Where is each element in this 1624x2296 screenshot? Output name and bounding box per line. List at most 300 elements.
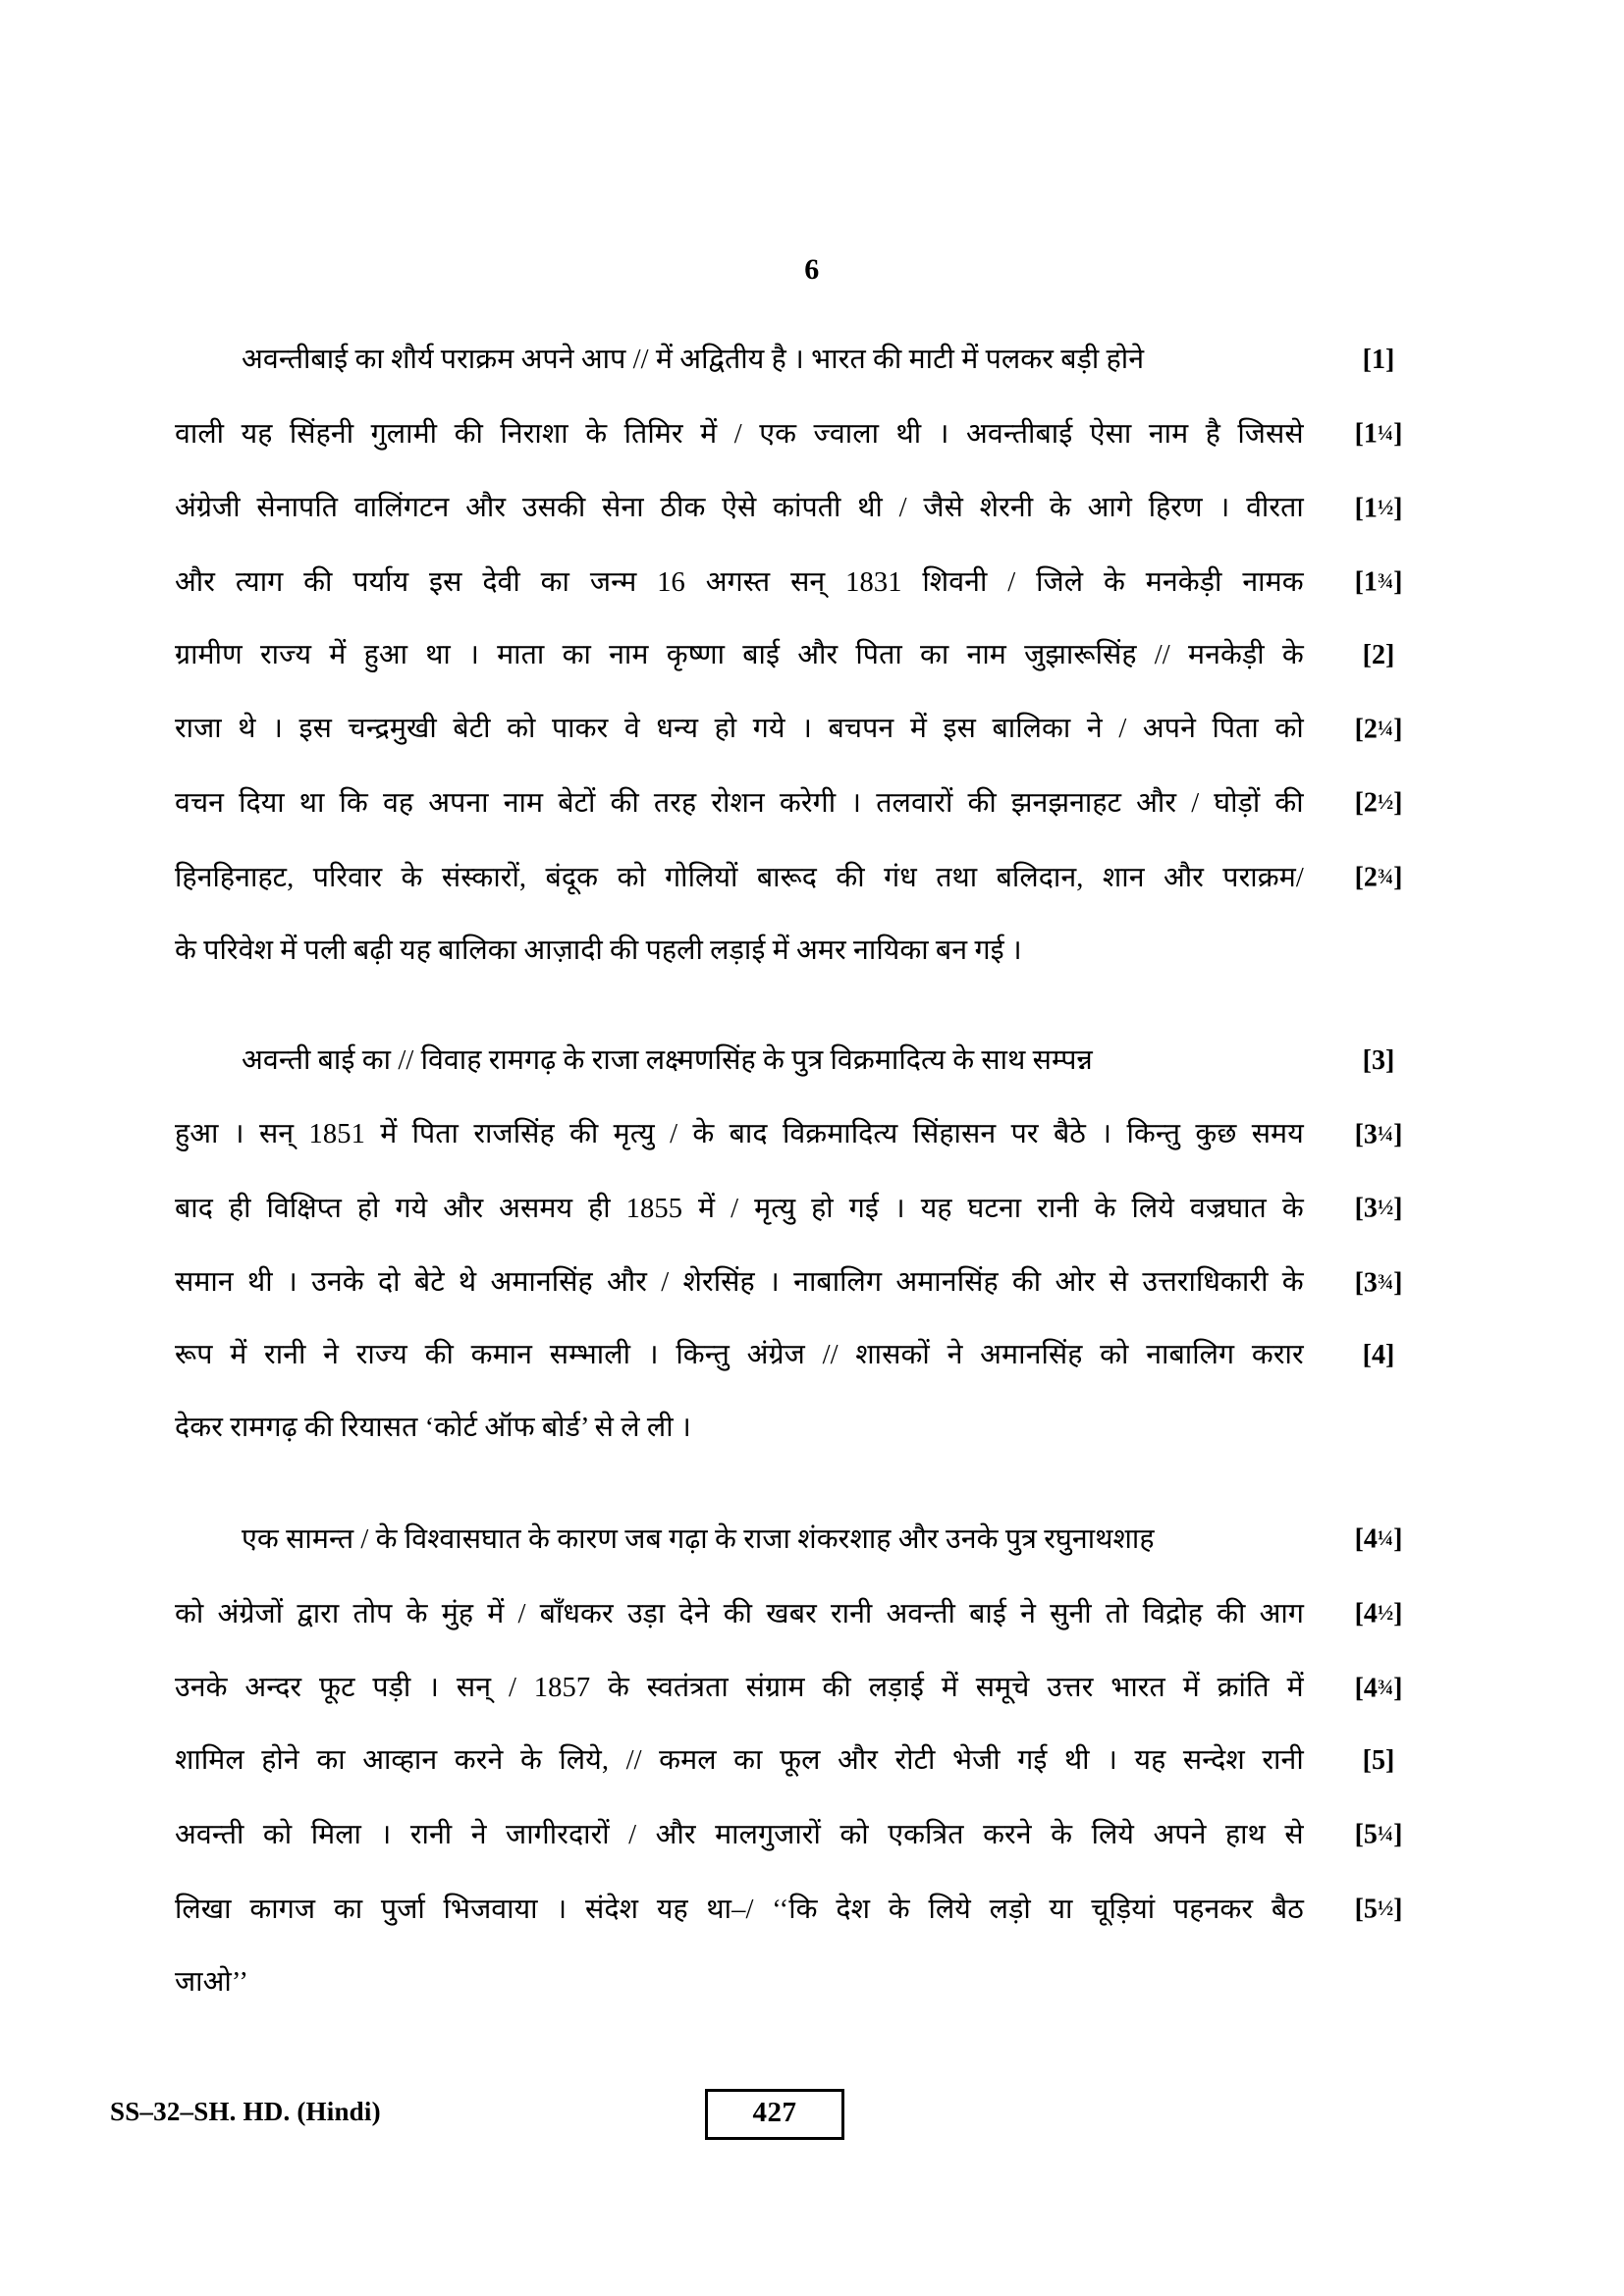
word: अवन्ती bbox=[886, 1598, 955, 1629]
word: तरह bbox=[653, 788, 697, 820]
word: गोलियों bbox=[665, 862, 738, 893]
line-text: जाओ’’ bbox=[175, 1966, 248, 1998]
word: अन्दर bbox=[244, 1673, 302, 1704]
word: उत्तर bbox=[1047, 1673, 1094, 1704]
word: यह bbox=[920, 1193, 952, 1224]
text-line bbox=[175, 692, 1453, 767]
word: बाद bbox=[729, 1119, 768, 1150]
word: से bbox=[1284, 1819, 1304, 1850]
word: । bbox=[468, 639, 479, 670]
word: भेजी bbox=[951, 1745, 1001, 1777]
word: जन्म bbox=[589, 566, 637, 598]
word: एकत्रित bbox=[888, 1819, 964, 1850]
word: के bbox=[1049, 493, 1071, 524]
word: में bbox=[941, 1673, 958, 1704]
word: पिता bbox=[411, 1119, 460, 1150]
word: भारत bbox=[1110, 1673, 1165, 1704]
word: जिससे bbox=[1237, 418, 1304, 450]
word: घोड़ों bbox=[1214, 788, 1261, 820]
word: पुर्जा bbox=[380, 1894, 425, 1925]
word: में bbox=[1286, 1673, 1304, 1704]
word: असमय bbox=[499, 1193, 573, 1224]
dictation-time-marker: [5] bbox=[1362, 1745, 1395, 1777]
text-line bbox=[175, 1797, 1453, 1872]
dictation-time-marker: [2¼] bbox=[1354, 714, 1403, 745]
word: थी bbox=[857, 493, 883, 524]
word: को bbox=[1274, 714, 1304, 745]
word: मुंह bbox=[441, 1598, 474, 1629]
paper-code: SS–32–SH. HD. (Hindi) bbox=[110, 2097, 381, 2126]
word: नाम bbox=[503, 788, 544, 820]
word: फूल bbox=[780, 1745, 821, 1777]
word: और bbox=[1136, 788, 1177, 820]
word: त्याग bbox=[235, 566, 284, 598]
text-line bbox=[175, 1502, 1453, 1576]
word: संदेश bbox=[585, 1894, 639, 1925]
dictation-time-marker: [3¼] bbox=[1354, 1119, 1403, 1150]
word: यह bbox=[1134, 1745, 1166, 1777]
word: । bbox=[938, 418, 949, 450]
word: में bbox=[329, 639, 347, 670]
word: में bbox=[487, 1598, 505, 1629]
word: । bbox=[272, 714, 284, 745]
word: गये bbox=[752, 714, 785, 745]
word: घटना bbox=[967, 1193, 1022, 1224]
text-line bbox=[175, 766, 1453, 840]
line-text bbox=[175, 399, 1304, 471]
word: / bbox=[1007, 566, 1016, 598]
word: रानी bbox=[1037, 1193, 1079, 1224]
passage-body bbox=[175, 324, 1453, 2019]
word: 1831 bbox=[845, 566, 902, 598]
word: देने bbox=[678, 1598, 710, 1629]
word: की bbox=[723, 1598, 753, 1629]
word: वे bbox=[623, 714, 640, 745]
word: तलवारों bbox=[876, 788, 953, 820]
word: उड़ा bbox=[626, 1598, 666, 1629]
word: की bbox=[568, 1119, 599, 1150]
word: की bbox=[303, 566, 333, 598]
word: और bbox=[443, 1193, 484, 1224]
text-line bbox=[175, 1947, 1453, 2019]
word: के bbox=[1281, 1193, 1304, 1224]
word: देश bbox=[836, 1894, 871, 1925]
word: दो bbox=[377, 1267, 401, 1299]
word: को bbox=[507, 714, 536, 745]
word: बाई bbox=[742, 639, 781, 670]
word: पिता bbox=[855, 639, 902, 670]
word: दिया bbox=[239, 788, 285, 820]
word: लड़ाई bbox=[868, 1673, 924, 1704]
word: होने bbox=[261, 1745, 299, 1777]
word: उनके bbox=[311, 1267, 364, 1299]
paragraph bbox=[175, 1025, 1453, 1466]
text-line bbox=[175, 915, 1453, 988]
word: अपने bbox=[1142, 714, 1196, 745]
word: । bbox=[380, 1819, 392, 1850]
word: उसकी bbox=[521, 493, 586, 524]
word: वचन bbox=[175, 788, 225, 820]
word: की bbox=[822, 1673, 851, 1704]
line-text bbox=[175, 1578, 1304, 1651]
word: अपना bbox=[428, 788, 489, 820]
word: और bbox=[465, 493, 507, 524]
marker-fraction: ¼ bbox=[1377, 421, 1394, 445]
word: बालिका bbox=[992, 714, 1071, 745]
word: बाँधकर bbox=[539, 1598, 614, 1629]
word: धन्य bbox=[656, 714, 699, 745]
word: 1857 bbox=[533, 1673, 591, 1704]
page-number: 6 bbox=[804, 253, 820, 286]
line-text bbox=[175, 842, 1304, 915]
word: किन्तु bbox=[676, 1340, 730, 1371]
word: और bbox=[607, 1267, 648, 1299]
paragraph bbox=[175, 324, 1453, 988]
line-text bbox=[175, 619, 1304, 692]
word: कमल bbox=[659, 1745, 717, 1777]
word: की bbox=[1011, 1267, 1042, 1299]
dictation-time-marker: [2¾] bbox=[1354, 862, 1403, 893]
word: खबर bbox=[766, 1598, 817, 1629]
paragraph bbox=[175, 1502, 1453, 2018]
dictation-time-marker: [5½] bbox=[1354, 1894, 1403, 1925]
marker-fraction: ¾ bbox=[1377, 1269, 1394, 1294]
word: गई bbox=[848, 1193, 879, 1224]
marker-fraction: ½ bbox=[1377, 495, 1394, 519]
marker-fraction: ¾ bbox=[1377, 865, 1394, 889]
word: और bbox=[797, 639, 839, 670]
word: ने bbox=[947, 1340, 963, 1371]
word: सिंहनी bbox=[289, 418, 354, 450]
word: जुझारूसिंह bbox=[1024, 639, 1137, 670]
word: कांपती bbox=[773, 493, 841, 524]
word: को bbox=[617, 862, 646, 893]
marker-fraction: ¾ bbox=[1377, 569, 1394, 594]
marker-fraction: ½ bbox=[1377, 1601, 1394, 1626]
word: तोप bbox=[352, 1598, 393, 1629]
line-text bbox=[175, 547, 1304, 619]
word: अवन्तीबाई bbox=[966, 418, 1073, 450]
word: आव्हान bbox=[362, 1745, 438, 1777]
word: इस bbox=[298, 714, 333, 745]
word: की bbox=[836, 862, 865, 893]
word: राज्य bbox=[259, 639, 312, 670]
word: देवी bbox=[482, 566, 520, 598]
word: नाम bbox=[1148, 418, 1189, 450]
word: वालिंगटन bbox=[353, 493, 450, 524]
word: का bbox=[316, 1745, 346, 1777]
line-text bbox=[175, 768, 1304, 840]
word: चन्द्रमुखी bbox=[348, 714, 437, 745]
word: लिखा bbox=[175, 1894, 232, 1925]
word: पाकर bbox=[551, 714, 609, 745]
word: था bbox=[425, 639, 451, 670]
word: नाबालिग bbox=[1146, 1340, 1235, 1371]
word: बाई bbox=[969, 1598, 1006, 1629]
line-text bbox=[175, 1799, 1304, 1872]
word: / bbox=[517, 1598, 526, 1629]
word: / bbox=[898, 493, 907, 524]
word: // bbox=[625, 1745, 642, 1777]
word: लिये bbox=[1131, 1193, 1174, 1224]
word: तिमिर bbox=[623, 418, 683, 450]
line-text: देकर रामगढ़ की रियासत ‘कोर्ट ऑफ बोर्ड’ से ले ली । bbox=[175, 1413, 691, 1444]
word: बेटे bbox=[413, 1267, 445, 1299]
word: में bbox=[700, 418, 718, 450]
page-code-box: 427 bbox=[705, 2089, 844, 2140]
word: तथा bbox=[936, 862, 978, 893]
word: अंग्रेज bbox=[746, 1340, 805, 1371]
word: नामक bbox=[1242, 566, 1304, 598]
text-line bbox=[175, 619, 1453, 692]
word: निराशा bbox=[500, 418, 568, 450]
word: इस bbox=[943, 714, 976, 745]
word: नाम bbox=[609, 639, 649, 670]
word: बचपन bbox=[828, 714, 894, 745]
word: क्रांति bbox=[1217, 1673, 1270, 1704]
word: पर्याय bbox=[352, 566, 409, 598]
word: ऐसे bbox=[722, 493, 757, 524]
word: / bbox=[628, 1819, 637, 1850]
word: / bbox=[508, 1673, 516, 1704]
text-line bbox=[175, 397, 1453, 471]
word: था–/ bbox=[706, 1894, 754, 1925]
word: हो bbox=[811, 1193, 834, 1224]
word: ग्रामीण bbox=[175, 639, 243, 670]
word: की bbox=[1274, 788, 1304, 820]
word: अवन्ती bbox=[175, 1819, 244, 1850]
word: कृष्णा bbox=[666, 639, 726, 670]
word: सेना bbox=[602, 493, 644, 524]
word: ठीक bbox=[660, 493, 706, 524]
page-footer bbox=[0, 2089, 1624, 2158]
word: परिवार bbox=[312, 862, 383, 893]
dictation-time-marker: [1¼] bbox=[1354, 418, 1403, 450]
word: हुआ bbox=[363, 639, 408, 670]
line-text: अवन्तीबाई का शौर्य पराक्रम अपने आप // में अद्वितीय है । भारत की माटी में पलकर बड़ी होने bbox=[242, 345, 1145, 375]
word: मनकेड़ी bbox=[1187, 639, 1265, 670]
word: संग्राम bbox=[745, 1673, 805, 1704]
word: थी bbox=[247, 1267, 273, 1299]
dictation-time-marker: [4¼] bbox=[1354, 1524, 1403, 1556]
word: स्वतंत्रता bbox=[646, 1673, 729, 1704]
word: है bbox=[1205, 418, 1220, 450]
marker-fraction: ¼ bbox=[1377, 1121, 1394, 1146]
line-text: के परिवेश में पली बढ़ी यह बालिका आज़ादी की पहली लड़ाई में अमर नायिका बन गई । bbox=[175, 934, 1022, 966]
marker-fraction: ½ bbox=[1377, 790, 1394, 815]
word: के bbox=[608, 1673, 629, 1704]
word: चूड़ियां bbox=[1091, 1894, 1156, 1925]
word: थी bbox=[895, 418, 922, 450]
word: अमानसिंह bbox=[490, 1267, 593, 1299]
word: जागीरदारों bbox=[506, 1819, 610, 1850]
word: पहनकर bbox=[1172, 1894, 1254, 1925]
line-text bbox=[175, 472, 1304, 545]
word: करने bbox=[983, 1819, 1032, 1850]
word: की bbox=[1217, 1598, 1246, 1629]
word: को bbox=[1100, 1340, 1129, 1371]
line-text bbox=[175, 1725, 1304, 1797]
dictation-time-marker: [1½] bbox=[1354, 493, 1403, 524]
dictation-time-marker: [2½] bbox=[1354, 788, 1403, 820]
line-text bbox=[175, 1652, 1304, 1725]
word: करार bbox=[1251, 1340, 1304, 1371]
word: थे bbox=[238, 714, 256, 745]
word: । bbox=[428, 1673, 440, 1704]
word: 1855 bbox=[625, 1193, 683, 1224]
word: गुलामी bbox=[370, 418, 438, 450]
dictation-time-marker: [1¾] bbox=[1354, 566, 1403, 598]
text-line bbox=[175, 1576, 1453, 1651]
line-text bbox=[175, 1319, 1304, 1392]
text-line bbox=[175, 840, 1453, 915]
word: गई bbox=[1017, 1745, 1048, 1777]
word: / bbox=[733, 418, 742, 450]
word: बेटों bbox=[558, 788, 596, 820]
word: का bbox=[733, 1745, 763, 1777]
word: ने bbox=[1020, 1598, 1036, 1629]
word: में bbox=[1182, 1673, 1200, 1704]
word: शामिल bbox=[175, 1745, 244, 1777]
word: । bbox=[1218, 493, 1230, 524]
word: वज्रघात bbox=[1189, 1193, 1267, 1224]
word: ने bbox=[323, 1340, 340, 1371]
word: बैठे bbox=[1053, 1119, 1086, 1150]
word: रानी bbox=[1262, 1745, 1304, 1777]
line-text bbox=[175, 1247, 1304, 1319]
word: रोशन bbox=[711, 788, 765, 820]
word: सन् bbox=[790, 566, 826, 598]
word: हिनहिनाहट, bbox=[175, 862, 295, 893]
word: ऐसा bbox=[1089, 418, 1132, 450]
word: के bbox=[692, 1119, 715, 1150]
word: वाली bbox=[175, 418, 225, 450]
word: मनकेड़ी bbox=[1145, 566, 1222, 598]
word: ही bbox=[228, 1193, 251, 1224]
word: के bbox=[401, 862, 423, 893]
word: तो bbox=[1105, 1598, 1129, 1629]
dictation-time-marker: [4] bbox=[1362, 1340, 1395, 1371]
dictation-time-marker: [2] bbox=[1362, 639, 1395, 670]
text-line bbox=[175, 1171, 1453, 1246]
line-text: एक सामन्त / के विश्वासघात के कारण जब गढ़ा के राजा शंकरशाह और उनके पुत्र रघुनाथशाह bbox=[242, 1524, 1155, 1556]
word: मृत्यु bbox=[754, 1193, 796, 1224]
word: करने bbox=[454, 1745, 504, 1777]
word: 1851 bbox=[308, 1119, 365, 1150]
word: का bbox=[540, 566, 570, 598]
word: और bbox=[1163, 862, 1204, 893]
word: / bbox=[731, 1193, 739, 1224]
line-text: अवन्ती बाई का // विवाह रामगढ़ के राजा लक्ष्मणसिंह के पुत्र विक्रमादित्य के साथ सम्पन्न bbox=[242, 1044, 1093, 1076]
word: और bbox=[655, 1819, 696, 1850]
word: ही bbox=[588, 1193, 611, 1224]
word: यह bbox=[656, 1894, 688, 1925]
word: अंग्रेजों bbox=[217, 1598, 284, 1629]
word: वह bbox=[382, 788, 414, 820]
line-text bbox=[175, 1874, 1304, 1947]
text-line bbox=[175, 1651, 1453, 1726]
word: उत्तराधिकारी bbox=[1142, 1267, 1269, 1299]
word: में bbox=[909, 714, 927, 745]
word: मृत्यु bbox=[613, 1119, 655, 1150]
word: की bbox=[454, 418, 483, 450]
word: सन् bbox=[258, 1119, 295, 1150]
word: अमानसिंह bbox=[980, 1340, 1083, 1371]
word: का bbox=[333, 1894, 363, 1925]
text-line bbox=[175, 1392, 1453, 1465]
word: में bbox=[230, 1340, 247, 1371]
word: मालगुजारों bbox=[715, 1819, 821, 1850]
word: गंध bbox=[884, 862, 917, 893]
word: के bbox=[1103, 566, 1125, 598]
word: सुनी bbox=[1050, 1598, 1092, 1629]
word: । bbox=[1107, 1745, 1118, 1777]
word: पराक्रम/ bbox=[1222, 862, 1304, 893]
dictation-time-marker: [1] bbox=[1362, 345, 1395, 375]
word: । bbox=[233, 1119, 244, 1150]
word: से bbox=[1109, 1267, 1129, 1299]
word: में bbox=[698, 1193, 716, 1224]
word: को bbox=[175, 1598, 204, 1629]
word: लिये bbox=[928, 1894, 971, 1925]
word: भिजवाया bbox=[443, 1894, 538, 1925]
dictation-time-marker: [4¾] bbox=[1354, 1673, 1403, 1704]
word: था bbox=[298, 788, 325, 820]
word: की bbox=[967, 788, 997, 820]
line-text bbox=[175, 693, 1304, 766]
word: विद्रोह bbox=[1142, 1598, 1203, 1629]
word: शान bbox=[1102, 862, 1145, 893]
marker-fraction: ¼ bbox=[1377, 716, 1394, 740]
word: पड़ी bbox=[372, 1673, 411, 1704]
word: लड़ो bbox=[989, 1894, 1031, 1925]
marker-fraction: ¼ bbox=[1377, 1822, 1394, 1846]
word: बेटी bbox=[453, 714, 491, 745]
word: की bbox=[610, 788, 639, 820]
word: नाबालिग bbox=[793, 1267, 883, 1299]
word: द्वारा bbox=[297, 1598, 340, 1629]
word: शासकों bbox=[855, 1340, 930, 1371]
word: गये bbox=[395, 1193, 428, 1224]
word: । bbox=[768, 1267, 780, 1299]
word: समय bbox=[1251, 1119, 1304, 1150]
word: // bbox=[822, 1340, 839, 1371]
text-line bbox=[175, 1246, 1453, 1320]
text-line bbox=[175, 324, 1453, 397]
word: बाद bbox=[175, 1193, 213, 1224]
word: राजा bbox=[175, 714, 222, 745]
marker-fraction: ½ bbox=[1377, 1896, 1394, 1920]
word: को bbox=[262, 1819, 293, 1850]
word: पिता bbox=[1212, 714, 1259, 745]
word: के bbox=[406, 1598, 428, 1629]
word: वीरता bbox=[1246, 493, 1304, 524]
word: ‘‘कि bbox=[772, 1894, 818, 1925]
word: अगस्त bbox=[705, 566, 771, 598]
dictation-time-marker: [3¾] bbox=[1354, 1267, 1403, 1299]
text-line bbox=[175, 1319, 1453, 1392]
word: जिले bbox=[1036, 566, 1084, 598]
word: आग bbox=[1259, 1598, 1304, 1629]
text-line bbox=[175, 1097, 1453, 1172]
word: / bbox=[661, 1267, 670, 1299]
word: आगे bbox=[1087, 493, 1132, 524]
text-line bbox=[175, 545, 1453, 619]
word: के bbox=[1281, 1267, 1304, 1299]
word: इस bbox=[429, 566, 462, 598]
word: और bbox=[838, 1745, 879, 1777]
word: हो bbox=[356, 1193, 380, 1224]
